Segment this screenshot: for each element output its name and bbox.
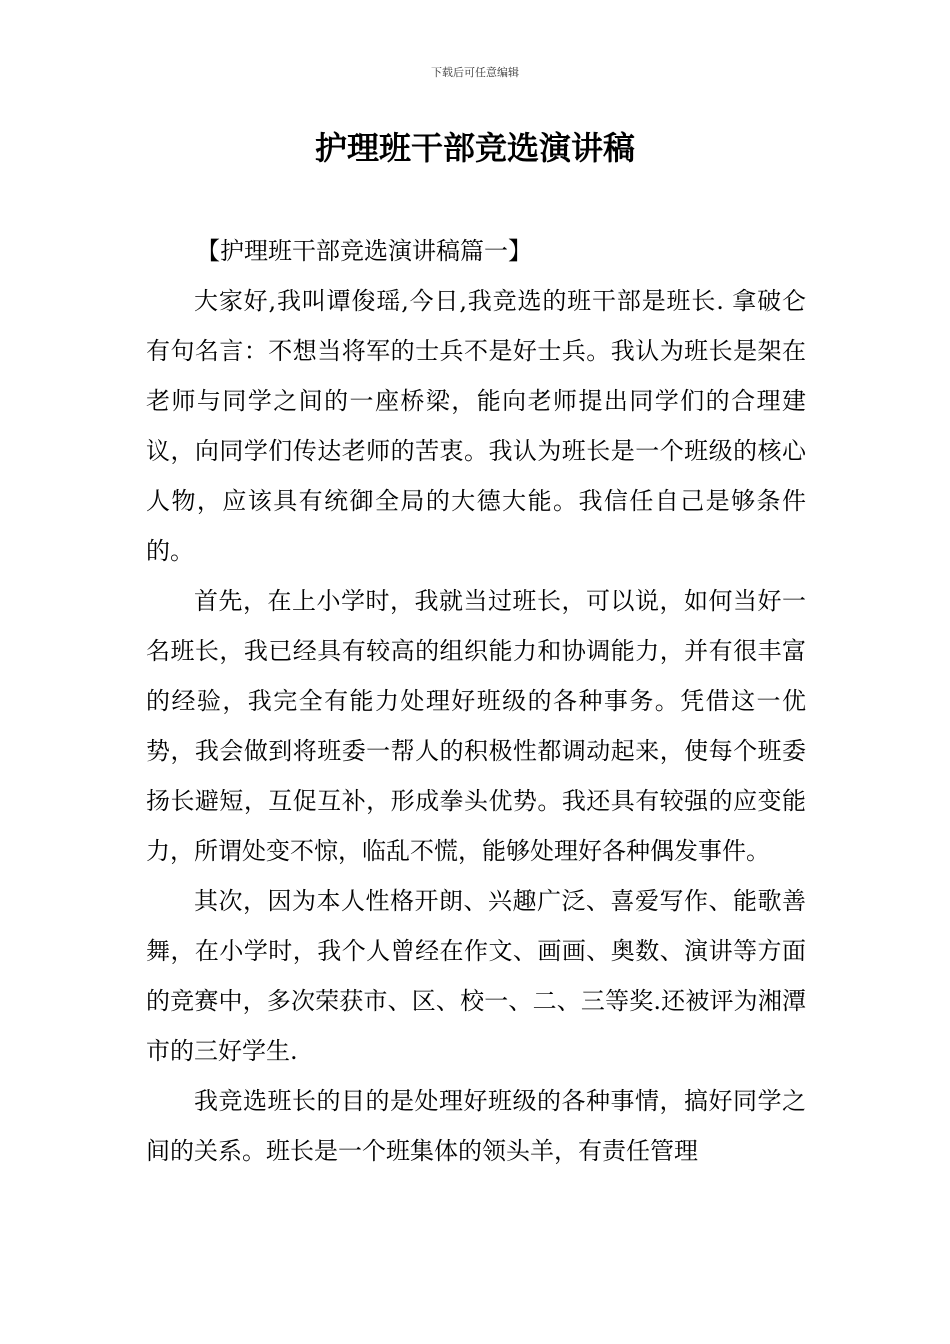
paragraph-1: 大家好,我叫谭俊瑶,今日,我竞选的班干部是班长. 拿破仑有句名言：不想当将军的士兵不是好士兵。我认为班长是架在老师与同学之间的一座桥梁，能向老师提出同学们的合理建议，向同学们传达老师的苦衷。我认为班长是一个班级的核心人物，应该具有统御全局的大德大能。我信任自己是够条件的。	[146, 287, 806, 565]
paragraph-4: 我竞选班长的目的是处理好班级的各种事情，搞好同学之间的关系。班长是一个班集体的领头羊，有责任管理	[146, 1087, 806, 1165]
paragraph-3: 其次，因为本人性格开朗、兴趣广泛、喜爱写作、能歌善舞，在小学时，我个人曾经在作文、画画、奥数、演讲等方面的竞赛中，多次荣获市、区、校一、二、三等奖.还被评为湘潭市的三好学生.	[146, 887, 806, 1065]
document-body	[146, 226, 806, 1176]
page-title: 护理班干部竞选演讲稿	[314, 129, 635, 167]
section-heading: 【护理班干部竞选演讲稿篇一】	[196, 237, 532, 265]
paragraph-2: 首先，在上小学时，我就当过班长，可以说，如何当好一名班长，我已经具有较高的组织能力和协调能力，并有很丰富的经验，我完全有能力处理好班级的各种事务。凭借这一优势，我会做到将班委一帮人的积极性都调动起来，使每个班委扬长避短，互促互补，形成拳头优势。我还具有较强的应变能力，所谓处变不惊，临乱不慌，能够处理好各种偶发事件。	[146, 587, 806, 865]
header-note: 下载后可任意编辑	[431, 66, 519, 79]
